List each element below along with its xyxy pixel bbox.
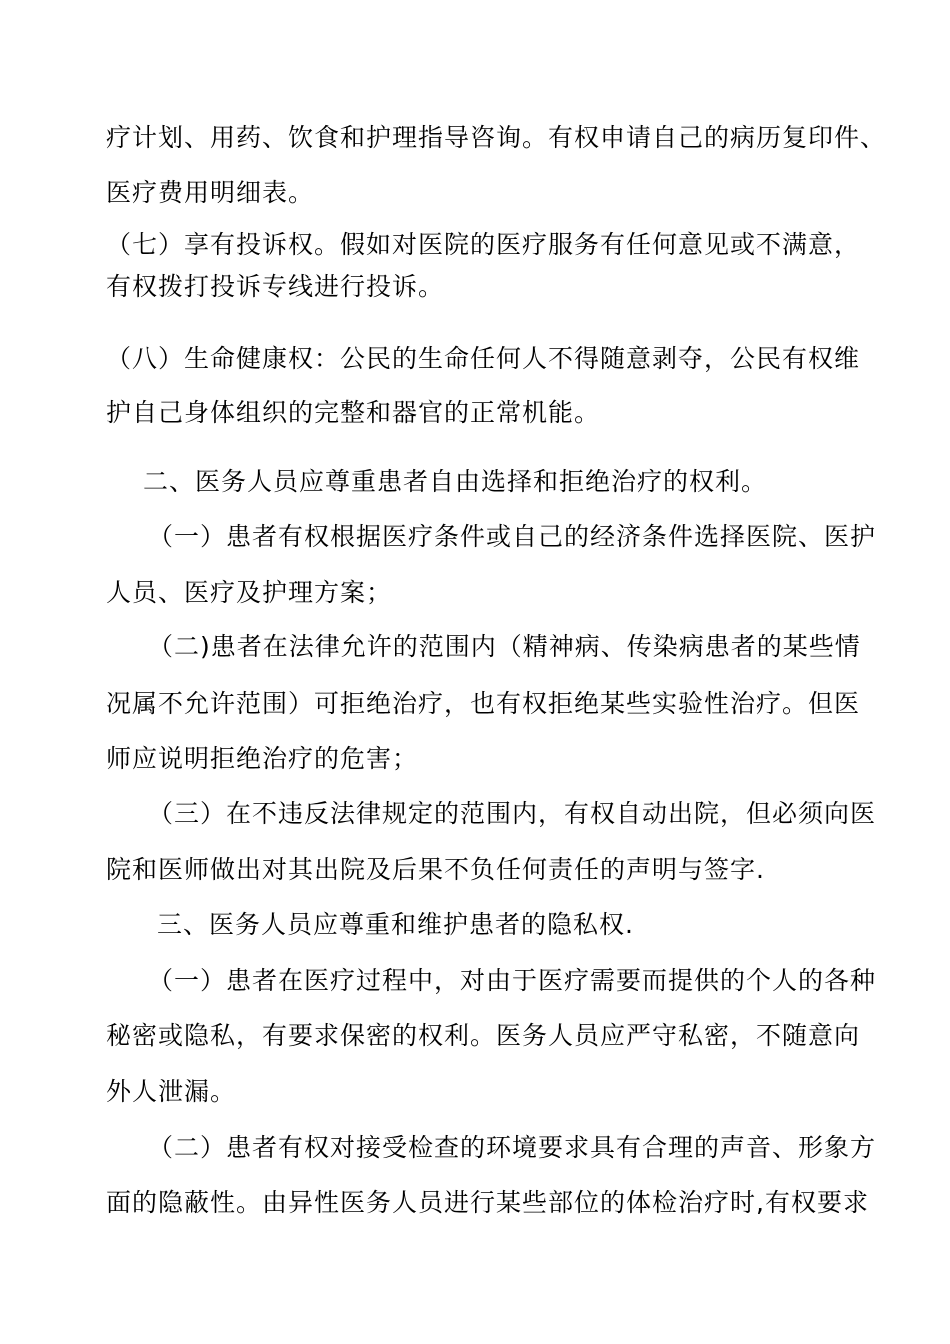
text-line: 人员、医疗及护理方案；	[106, 578, 393, 607]
section-heading: 三、医务人员应尊重和维护患者的隐私权.	[157, 910, 634, 939]
text-line: （八）生命健康权：公民的生命任何人不得随意剥夺，公民有权维	[106, 344, 861, 373]
text-line: （二）患者有权对接受检查的环境要求具有合理的声音、形象方	[148, 1133, 877, 1162]
text-line: 况属不允许范围）可拒绝治疗，也有权拒绝某些实验性治疗。但医	[106, 689, 861, 718]
text-line: （一）患者在医疗过程中，对由于医疗需要而提供的个人的各种	[148, 966, 877, 995]
text-line: 师应说明拒绝治疗的危害；	[106, 744, 419, 773]
text-line: 面的隐蔽性。由异性医务人员进行某些部位的体检治疗时,有权要求	[106, 1188, 869, 1217]
text-line: （三）在不违反法律规定的范围内，有权自动出院，但必须向医	[148, 799, 877, 828]
text-line: 院和医师做出对其出院及后果不负任何责任的声明与签字.	[106, 855, 765, 884]
text-line: 医疗费用明细表。	[106, 178, 315, 207]
text-line: （七）享有投诉权。假如对医院的医疗服务有任何意见或不满意，	[106, 230, 861, 259]
text-line: 有权拨打投诉专线进行投诉。	[106, 272, 445, 301]
text-line: （二)患者在法律允许的范围内（精神病、传染病患者的某些情	[148, 632, 861, 661]
section-heading: 二、医务人员应尊重患者自由选择和拒绝治疗的权利。	[143, 467, 768, 496]
text-line: 护自己身体组织的完整和器官的正常机能。	[106, 398, 601, 427]
text-line: 秘密或隐私，有要求保密的权利。医务人员应严守私密，不随意向	[106, 1021, 861, 1050]
text-line: 疗计划、用药、饮食和护理指导咨询。有权申请自己的病历复印件、	[106, 123, 887, 152]
text-line: （一）患者有权根据医疗条件或自己的经济条件选择医院、医护	[148, 522, 877, 551]
text-line: 外人泄漏。	[106, 1077, 237, 1106]
